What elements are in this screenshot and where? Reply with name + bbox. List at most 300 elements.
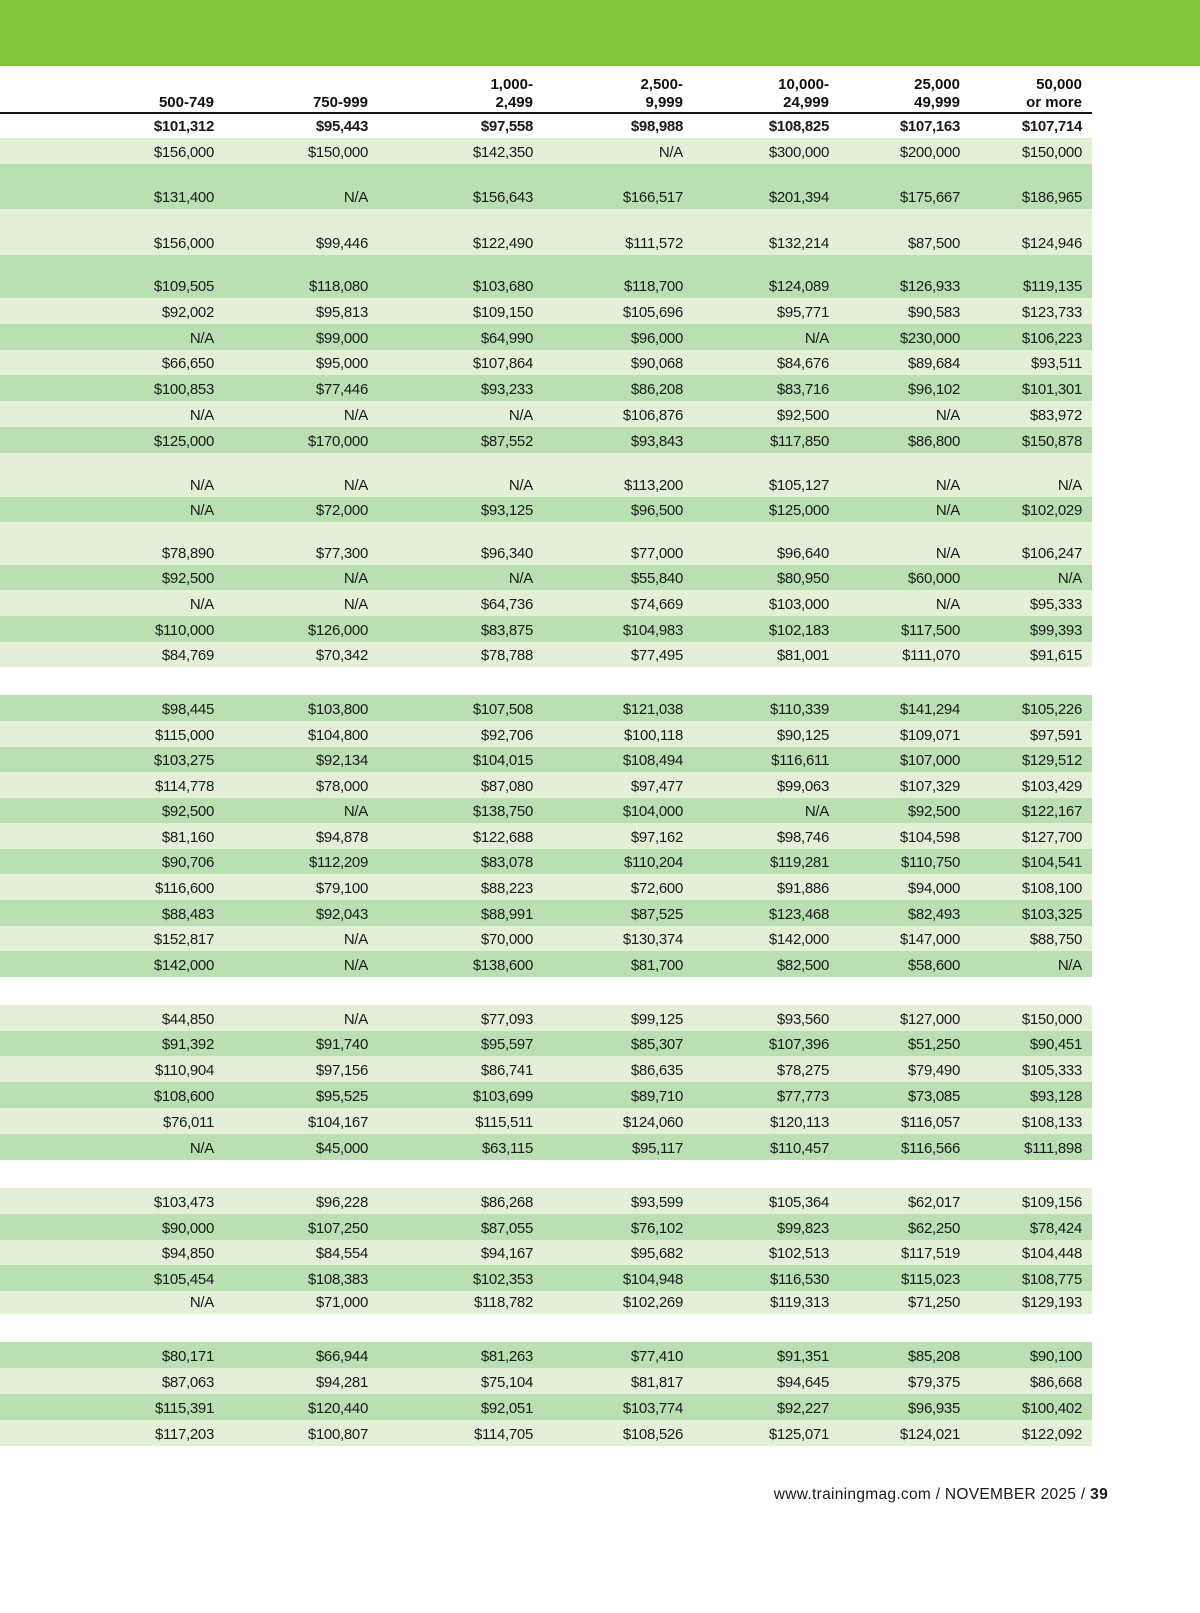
column-header-line: 24,999 [783,94,829,111]
table-header [0,70,1092,114]
table-cell: $90,000 [161,1220,214,1237]
table-cell: $79,490 [907,1062,960,1079]
table-cell: $104,948 [622,1271,683,1288]
table-cell: $106,223 [1021,330,1082,347]
table-cell: $76,011 [162,1114,214,1131]
table-cell: $109,150 [472,304,533,321]
table-cell: N/A [189,1140,214,1157]
table-cell: N/A [508,477,533,494]
table-cell: N/A [343,477,368,494]
table-cell: $131,400 [153,189,214,206]
green-banner [0,0,1200,66]
table-cell: $71,000 [315,1294,368,1311]
table-cell: $96,228 [315,1194,368,1211]
table-cell: $102,183 [768,622,829,639]
table-cell: $108,600 [153,1088,214,1105]
column-header [218,70,368,112]
table-cell: $101,301 [1021,381,1082,398]
table-cell: $70,000 [480,931,533,948]
table-cell: $110,204 [623,854,683,871]
table-row [0,1082,1092,1108]
table-cell: $81,160 [161,829,214,846]
table-row [0,453,1092,497]
table-cell: $91,886 [776,880,829,897]
table-cell: N/A [343,189,368,206]
table-cell: $103,275 [153,752,214,769]
table-cell: $107,000 [899,752,960,769]
table-cell: $86,800 [907,433,960,450]
table-cell: $105,696 [622,304,683,321]
table-cell: $118,700 [623,278,683,295]
table-cell: $127,000 [899,1011,960,1028]
table-row [0,1265,1092,1291]
table-cell: $92,500 [776,407,829,424]
table-cell: $94,000 [907,880,960,897]
table-cell: $230,000 [899,330,960,347]
table-cell: $117,519 [900,1245,960,1262]
table-cell: $104,800 [307,727,368,744]
table-cell: $92,051 [480,1400,533,1417]
table-cell: $100,853 [153,381,214,398]
table-cell: $90,100 [1029,1348,1082,1365]
table-cell: $93,511 [1030,355,1082,372]
table-cell: $93,843 [630,433,683,450]
table-row [0,695,1092,721]
table-cell: $95,525 [315,1088,368,1105]
table-cell: $95,117 [631,1140,683,1157]
table-cell: $122,490 [472,235,533,252]
table-cell: $100,402 [1021,1400,1082,1417]
column-header-line: 49,999 [914,94,960,111]
table-cell: $186,965 [1021,189,1082,206]
table-cell: $92,500 [161,570,214,587]
table-cell: $104,015 [472,752,533,769]
table-cell: $118,080 [308,278,368,295]
table-row [0,522,1092,565]
table-cell: $115,511 [475,1114,533,1131]
table-cell: $86,741 [480,1062,533,1079]
table-cell: $120,440 [307,1400,368,1417]
table-cell: $76,102 [630,1220,683,1237]
table-cell: $94,645 [776,1374,829,1391]
table-cell: $86,268 [480,1194,533,1211]
table-cell: $141,294 [899,701,960,718]
table-cell: $94,878 [315,829,368,846]
table-cell: $95,771 [776,304,829,321]
table-cell: $97,156 [315,1062,368,1079]
table-cell: N/A [189,502,214,519]
table-cell: $87,552 [480,433,533,450]
table-cell: N/A [343,931,368,948]
column-header-line: 10,000- [778,76,829,93]
table-cell: $125,000 [768,502,829,519]
table-cell: $117,850 [769,433,829,450]
table-row [0,375,1092,401]
table-cell: $170,000 [307,433,368,450]
table-cell: $111,070 [902,647,960,664]
table-row [0,590,1092,616]
table-cell: $105,454 [153,1271,214,1288]
table-cell: $103,680 [472,278,533,295]
table-cell: $72,600 [630,880,683,897]
table-cell: $81,817 [630,1374,683,1391]
table-cell: $98,746 [776,829,829,846]
table-cell: $72,000 [315,502,368,519]
table-cell: N/A [508,407,533,424]
table-cell: $115,023 [900,1271,960,1288]
table-cell: $73,085 [907,1088,960,1105]
table-cell: N/A [343,570,368,587]
table-cell: $127,700 [1021,829,1082,846]
table-cell: N/A [189,477,214,494]
table-cell: $82,500 [776,957,829,974]
table-cell: $156,643 [472,189,533,206]
table-cell: $105,127 [768,477,829,494]
table-row [0,1394,1092,1420]
table-cell: N/A [189,596,214,613]
table-row [0,616,1092,642]
table-cell: N/A [189,407,214,424]
table-row [0,951,1092,977]
table-cell: $81,001 [776,647,829,664]
table-cell: $96,102 [907,381,960,398]
table-row [0,1214,1092,1240]
table-row [0,1056,1092,1082]
table-cell: $103,699 [472,1088,533,1105]
table-cell: $84,676 [776,355,829,372]
column-header [64,70,214,112]
table-cell: $105,333 [1021,1062,1082,1079]
table-cell: $95,813 [315,304,368,321]
table-cell: $114,778 [154,778,214,795]
table-cell: $110,904 [154,1062,214,1079]
table-cell: $110,457 [769,1140,829,1157]
table-cell: $95,443 [315,118,368,135]
table-cell: $129,193 [1021,1294,1082,1311]
table-cell: $102,513 [768,1245,829,1262]
table-cell: $77,300 [315,545,368,562]
table-row [0,1108,1092,1134]
table-cell: $104,983 [622,622,683,639]
table-row [0,255,1092,298]
table-cell: $85,307 [630,1036,683,1053]
table-cell: $123,733 [1021,304,1082,321]
table-cell: $86,208 [630,381,683,398]
table-cell: $116,600 [154,880,214,897]
table-cell: N/A [1057,570,1082,587]
table-cell: $108,100 [1021,880,1082,897]
table-cell: $124,946 [1021,235,1082,252]
footer-site: www.trainingmag.com / NOVEMBER 2025 / [773,1486,1091,1503]
table-cell: $97,477 [630,778,683,795]
table-cell: $99,393 [1029,622,1082,639]
table-cell: N/A [935,477,960,494]
table-cell: $91,351 [776,1348,829,1365]
table-cell: $122,092 [1021,1426,1082,1443]
table-cell: $126,000 [307,622,368,639]
table-cell: $62,017 [907,1194,960,1211]
table-row [0,1240,1092,1265]
table-cell: $200,000 [899,144,960,161]
table-row [0,772,1092,798]
table-cell: $90,068 [630,355,683,372]
table-cell: $58,600 [907,957,960,974]
table-cell: $80,171 [161,1348,214,1365]
table-row [0,823,1092,849]
page-footer [774,1486,1108,1504]
table-cell: $117,500 [900,622,960,639]
table-cell: $93,560 [776,1011,829,1028]
column-header [932,70,1082,112]
table-cell: $142,000 [768,931,829,948]
table-cell: $104,448 [1021,1245,1082,1262]
table-cell: $93,599 [630,1194,683,1211]
table-cell: $89,710 [630,1088,683,1105]
table-cell: $132,214 [768,235,829,252]
table-cell: $116,566 [900,1140,960,1157]
table-cell: $122,688 [472,829,533,846]
table-cell: $103,774 [622,1400,683,1417]
table-cell: $93,128 [1029,1088,1082,1105]
table-cell: $99,125 [630,1011,683,1028]
table-cell: $86,668 [1029,1374,1082,1391]
table-cell: $87,063 [161,1374,214,1391]
table-cell: $121,038 [622,701,683,718]
table-cell: N/A [935,407,960,424]
average-row [0,114,1092,138]
table-cell: $130,374 [622,931,683,948]
table-cell: $81,263 [480,1348,533,1365]
table-cell: $77,446 [315,381,368,398]
table-cell: $97,591 [1029,727,1082,744]
table-cell: $97,162 [630,829,683,846]
table-cell: N/A [935,596,960,613]
table-cell: $64,736 [480,596,533,613]
table-cell: $93,125 [480,502,533,519]
table-cell: N/A [804,330,829,347]
table-cell: $150,000 [1021,144,1082,161]
table-cell: $63,115 [481,1140,533,1157]
table-cell: $78,788 [480,647,533,664]
table-cell: $51,250 [907,1036,960,1053]
table-cell: $77,000 [630,545,683,562]
table-row [0,350,1092,375]
table-cell: $91,740 [315,1036,368,1053]
table-cell: $116,057 [900,1114,960,1131]
table-row [0,900,1092,926]
table-cell: $97,558 [480,118,533,135]
table-cell: $92,134 [315,752,368,769]
table-cell: N/A [508,570,533,587]
column-header-line: 9,999 [645,94,683,111]
table-cell: $92,706 [480,727,533,744]
table-cell: $95,597 [480,1036,533,1053]
table-cell: $91,615 [1029,647,1082,664]
table-row [0,926,1092,951]
table-cell: N/A [343,596,368,613]
table-cell: $83,078 [480,854,533,871]
table-cell: $55,840 [630,570,683,587]
table-cell: $77,495 [630,647,683,664]
table-cell: $87,055 [480,1220,533,1237]
table-cell: $99,063 [776,778,829,795]
table-cell: $91,392 [161,1036,214,1053]
table-cell: $94,281 [315,1374,368,1391]
table-cell: $109,505 [153,278,214,295]
table-row [0,497,1092,522]
table-cell: N/A [1057,957,1082,974]
table-cell: $119,313 [769,1294,829,1311]
table-cell: $86,635 [630,1062,683,1079]
table-cell: $111,572 [625,235,683,252]
table-cell: $79,375 [907,1374,960,1391]
table-cell: $119,135 [1022,278,1082,295]
table-cell: $115,391 [154,1400,214,1417]
table-cell: $80,950 [776,570,829,587]
table-cell: $166,517 [622,189,683,206]
table-cell: $110,000 [154,622,214,639]
table-cell: $96,640 [776,545,829,562]
table-cell: $150,000 [307,144,368,161]
column-header-line: 50,000 [1036,76,1082,93]
table-cell: $106,247 [1021,545,1082,562]
table-cell: $74,669 [630,596,683,613]
table-row [0,721,1092,747]
table-cell: $102,353 [472,1271,533,1288]
table-cell: $96,000 [630,330,683,347]
table-cell: $106,876 [622,407,683,424]
table-cell: $150,000 [1021,1011,1082,1028]
table-cell: $201,394 [768,189,829,206]
table-cell: $88,750 [1029,931,1082,948]
table-cell: $78,275 [776,1062,829,1079]
table-cell: $60,000 [907,570,960,587]
table-cell: $156,000 [153,144,214,161]
table-cell: $108,133 [1021,1114,1082,1131]
column-header-line: 25,000 [914,76,960,93]
table-cell: $107,163 [899,118,960,135]
table-cell: $95,682 [630,1245,683,1262]
table-row [0,164,1092,209]
table-cell: $85,208 [907,1348,960,1365]
table-cell: $116,530 [769,1271,829,1288]
column-header-line: 750-999 [312,94,368,111]
table-cell: $66,944 [315,1348,368,1365]
table-cell: $90,451 [1029,1036,1082,1053]
table-row [0,138,1092,164]
table-cell: $66,650 [161,355,214,372]
table-cell: $110,750 [900,854,960,871]
table-row [0,1005,1092,1031]
table-cell: $108,825 [768,118,829,135]
table-cell: $119,281 [769,854,829,871]
table-row [0,324,1092,350]
table-row [0,298,1092,324]
column-header [383,70,533,112]
table-cell: $138,600 [472,957,533,974]
table-cell: $96,935 [907,1400,960,1417]
table-cell: $103,429 [1021,778,1082,795]
table-cell: $84,554 [315,1245,368,1262]
table-cell: N/A [658,144,683,161]
column-header-line: or more [1026,94,1082,111]
table-cell: $83,716 [776,381,829,398]
column-header-line: 500-749 [158,94,214,111]
table-cell: $118,782 [473,1294,533,1311]
table-cell: $124,021 [899,1426,960,1443]
table-row [0,747,1092,772]
table-cell: $138,750 [472,803,533,820]
table-cell: $103,473 [153,1194,214,1211]
table-cell: $107,329 [899,778,960,795]
table-cell: N/A [343,1011,368,1028]
table-cell: N/A [804,803,829,820]
table-cell: $99,000 [315,330,368,347]
table-row [0,1134,1092,1160]
column-header [533,70,683,112]
table-cell: $115,000 [154,727,214,744]
table-cell: $99,823 [776,1220,829,1237]
table-cell: $90,706 [161,854,214,871]
table-cell: $104,541 [1021,854,1082,871]
table-cell: $92,227 [776,1400,829,1417]
table-cell: $93,233 [480,381,533,398]
table-cell: $108,383 [307,1271,368,1288]
table-cell: $103,000 [768,596,829,613]
table-cell: $95,000 [315,355,368,372]
table-row [0,798,1092,823]
table-cell: $107,396 [768,1036,829,1053]
table-cell: $78,000 [315,778,368,795]
table-cell: $103,325 [1021,906,1082,923]
table-cell: $100,118 [623,727,683,744]
table-cell: N/A [343,957,368,974]
table-cell: $45,000 [315,1140,368,1157]
table-cell: $83,875 [480,622,533,639]
table-cell: $87,525 [630,906,683,923]
table-cell: $94,167 [480,1245,533,1262]
table-cell: $70,342 [315,647,368,664]
table-cell: $109,156 [1021,1194,1082,1211]
table-cell: $81,700 [630,957,683,974]
table-cell: $96,340 [480,545,533,562]
table-cell: $92,500 [907,803,960,820]
table-row [0,1291,1092,1314]
table-cell: $102,269 [622,1294,683,1311]
table-cell: $107,714 [1021,118,1082,135]
table-cell: $125,000 [153,433,214,450]
table-cell: $99,446 [315,235,368,252]
table-cell: $108,494 [622,752,683,769]
table-cell: $112,209 [308,854,368,871]
table-cell: $82,493 [907,906,960,923]
table-cell: $103,800 [307,701,368,718]
table-cell: $111,898 [1024,1140,1082,1157]
table-cell: N/A [935,502,960,519]
table-cell: N/A [343,407,368,424]
table-row [0,1342,1092,1368]
table-cell: $96,500 [630,502,683,519]
table-cell: $90,583 [907,304,960,321]
table-cell: $44,850 [161,1011,214,1028]
table-cell: $79,100 [315,880,368,897]
table-cell: $147,000 [899,931,960,948]
table-cell: $77,093 [480,1011,533,1028]
table-cell: N/A [935,545,960,562]
table-cell: $87,080 [480,778,533,795]
table-cell: $62,250 [907,1220,960,1237]
table-cell: $109,071 [899,727,960,744]
